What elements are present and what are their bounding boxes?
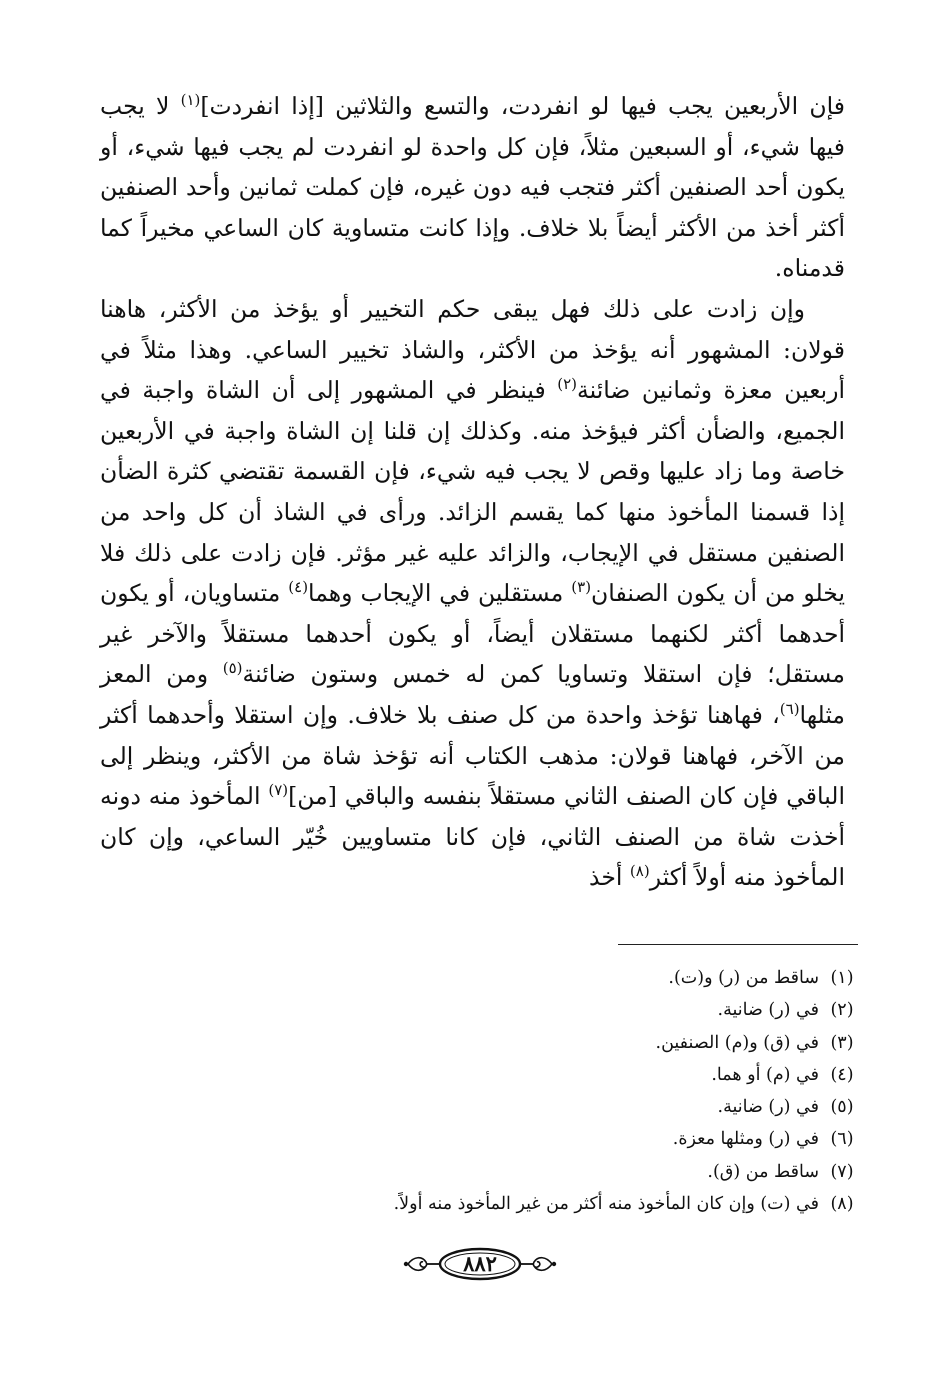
footnote-ref: (٣) bbox=[571, 578, 592, 597]
footnote-ref: (٢) bbox=[557, 375, 578, 394]
footnote-text: في (ر) ومثلها معزة. bbox=[672, 1129, 819, 1150]
footnote-ref: (٧) bbox=[268, 781, 289, 800]
footnote-item bbox=[165, 1156, 865, 1188]
footnote-item bbox=[165, 1188, 865, 1220]
footnote-ref: (١) bbox=[180, 91, 201, 110]
footnote-text: ساقط من (ق). bbox=[707, 1161, 819, 1182]
body-paragraph bbox=[100, 289, 845, 898]
footnote-text: ساقط من (ر) و(ت). bbox=[668, 968, 819, 988]
footnote-divider bbox=[618, 944, 858, 945]
footnote-text: في (ق) و(م) الصنفين. bbox=[655, 1032, 819, 1053]
footnote-item bbox=[165, 1027, 865, 1059]
footnote-item bbox=[165, 1059, 865, 1091]
body-text-run: أخذ bbox=[589, 863, 630, 892]
footnote-ref: (٤) bbox=[288, 578, 309, 597]
footnote-number: (٥) bbox=[830, 1097, 854, 1118]
footnote-number: (٣) bbox=[830, 1032, 854, 1053]
body-text-run: فينظر في المشهور إلى أن الشاة واجبة في الجميع، والضأن أكثر فيؤخذ منه. وكذلك إن قلنا إن الشاة واجبة في الأربعين خاصة وما زاد عليها وقص لا يجب فيه شيء، فإن القسمة تقتضي كثرة الضأن إذا قسمنا المأخوذ منها كما يقسم الزائد. ورأى في الشاذ أن كل واحد من الصنفين مستقل في الإيجاب، والزائد عليه غير مؤثر. فإن زادت على ذلك فلا يخلو من أن يكون الصنفان bbox=[100, 376, 846, 608]
footnote-text: في (ت) وإن كان المأخوذ منه أكثر من غير المأخوذ منه أولاً. bbox=[393, 1194, 819, 1215]
footnote-number: (٤) bbox=[830, 1064, 854, 1085]
body-paragraph bbox=[100, 86, 845, 289]
body-text-run: فإن الأربعين يجب فيها لو انفردت، والتسع والثلاثين [إذا انفردت] bbox=[200, 92, 845, 120]
footnote-item bbox=[165, 962, 865, 994]
footnote-text: في (م) أو هما. bbox=[711, 1064, 819, 1085]
footnote-ref: (٦) bbox=[779, 700, 800, 719]
footnote-number: (٢) bbox=[830, 1000, 854, 1021]
footnote-text: في (ر) ضانية. bbox=[717, 1000, 819, 1021]
footnote-number: (٧) bbox=[830, 1161, 854, 1182]
footnote-item bbox=[165, 1123, 865, 1155]
body-text-run: لا يجب فيها شيء، أو السبعين مثلاً، فإن كل واحدة لو انفردت لم يجب فيها شيء، أو يكون أحد الصنفين أكثر فتجب فيه دون غيره، فإن كملت ثمانين وأحد الصنفين أكثر أخذ من الأكثر أيضاً بلا خلاف. وإذا كانت متساوية كان الساعي مخيراً كما قدمناه. bbox=[100, 92, 845, 283]
footnote-item bbox=[165, 994, 865, 1026]
footnote-ref: (٨) bbox=[629, 862, 650, 881]
body-text-run: ، فهاهنا تؤخذ واحدة من كل صنف بلا خلاف. وإن استقلا وأحدهما أكثر من الآخر، فهاهنا قولان: مذهب الكتاب أنه تؤخذ شاة من الأكثر، وينظر إلى الباقي فإن كان الصنف الثاني مستقلاً بنفسه والباقي [من] bbox=[100, 700, 845, 811]
footnote-number: (٨) bbox=[830, 1194, 854, 1215]
footnotes bbox=[165, 962, 865, 1220]
footnote-number: (٦) bbox=[830, 1129, 854, 1150]
body-text-run: ومن المعز مثلها bbox=[100, 660, 845, 729]
body-text-run: مستقلين في الإيجاب وهما bbox=[308, 579, 572, 608]
page-number-ornament bbox=[400, 1244, 560, 1284]
footnote-text: في (ر) ضانية. bbox=[717, 1097, 819, 1118]
body-text-run: متساويان، أو يكون أحدهما أكثر لكنهما مستقلان أيضاً، أو يكون أحدهما مستقلاً والآخر غير مستقل؛ فإن استقلا وتساويا كمن له خمس وستون ضائنة bbox=[100, 579, 845, 689]
footnote-ref: (٥) bbox=[222, 659, 243, 678]
footnote-number: (١) bbox=[830, 968, 854, 988]
body-text-run: وإن زادت على ذلك فهل يبقى حكم التخيير أو يؤخذ من الأكثر، هاهنا قولان: المشهور أنه يؤخذ من الأكثر، والشاذ تخيير الساعي. وهذا مثلاً في أربعين معزة وثمانين ضائنة bbox=[100, 294, 846, 405]
body-text-run: المأخوذ منه دونه أخذت شاة من الصنف الثاني، فإن كانا متساويين خُيّر الساعي، وإن كان المأخوذ منه أولاً أكثر bbox=[100, 782, 845, 892]
footnote-item bbox=[165, 1091, 865, 1123]
page-number: ٨٨٢ bbox=[463, 1251, 497, 1276]
main-text bbox=[100, 86, 845, 898]
